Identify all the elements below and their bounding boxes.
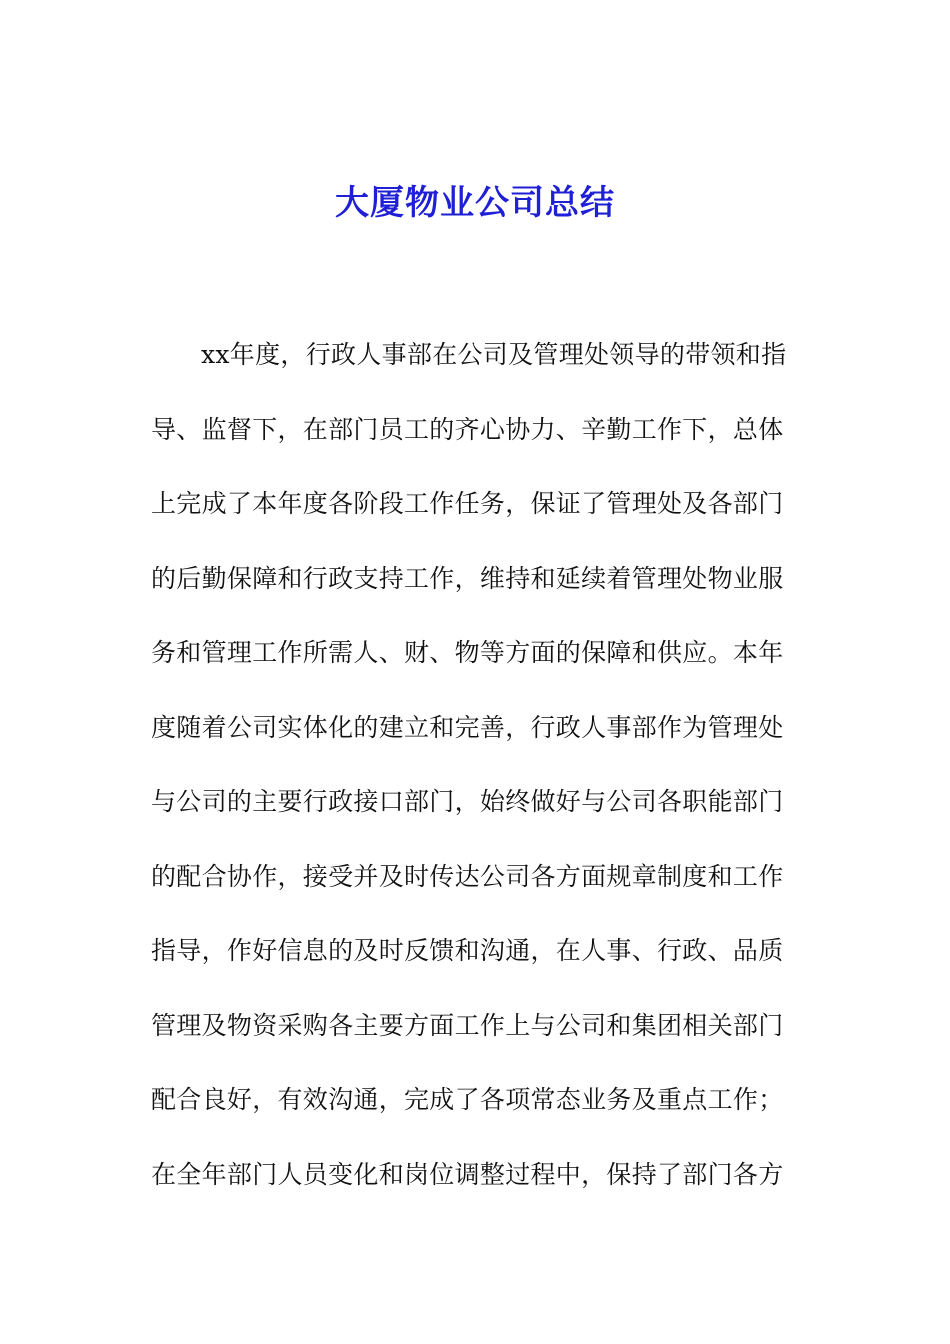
paragraph-line: 上完成了本年度各阶段工作任务，保证了管理处及各部门 bbox=[151, 489, 784, 518]
document-title: 大厦物业公司总结 bbox=[335, 183, 615, 223]
paragraph-line: 管理及物资采购各主要方面工作上与公司和集团相关部门 bbox=[151, 1010, 784, 1040]
paragraph-line: 配合良好，有效沟通，完成了各项常态业务及重点工作； bbox=[151, 1085, 784, 1114]
paragraph-line: 导、监督下，在部门员工的齐心协力、辛勤工作下，总体 bbox=[151, 414, 784, 444]
paragraph-line: 指导，作好信息的及时反馈和沟通，在人事、行政、品质 bbox=[151, 936, 784, 965]
paragraph-line: 度随着公司实体化的建立和完善，行政人事部作为管理处 bbox=[151, 712, 784, 742]
paragraph-line: 与公司的主要行政接口部门，始终做好与公司各职能部门 bbox=[151, 787, 784, 816]
paragraph-line: 在全年部门人员变化和岗位调整过程中，保持了部门各方 bbox=[151, 1159, 784, 1189]
paragraph-line: 的配合协作，接受并及时传达公司各方面规章制度和工作 bbox=[151, 861, 784, 891]
paragraph-line: 的后勤保障和行政支持工作，维持和延续着管理处物业服 bbox=[151, 563, 784, 593]
paragraph-line: xx年度，行政人事部在公司及管理处领导的带领和指 bbox=[201, 340, 787, 369]
document-body bbox=[151, 330, 796, 1224]
paragraph-line: 务和管理工作所需人、财、物等方面的保障和供应。本年 bbox=[151, 638, 784, 667]
